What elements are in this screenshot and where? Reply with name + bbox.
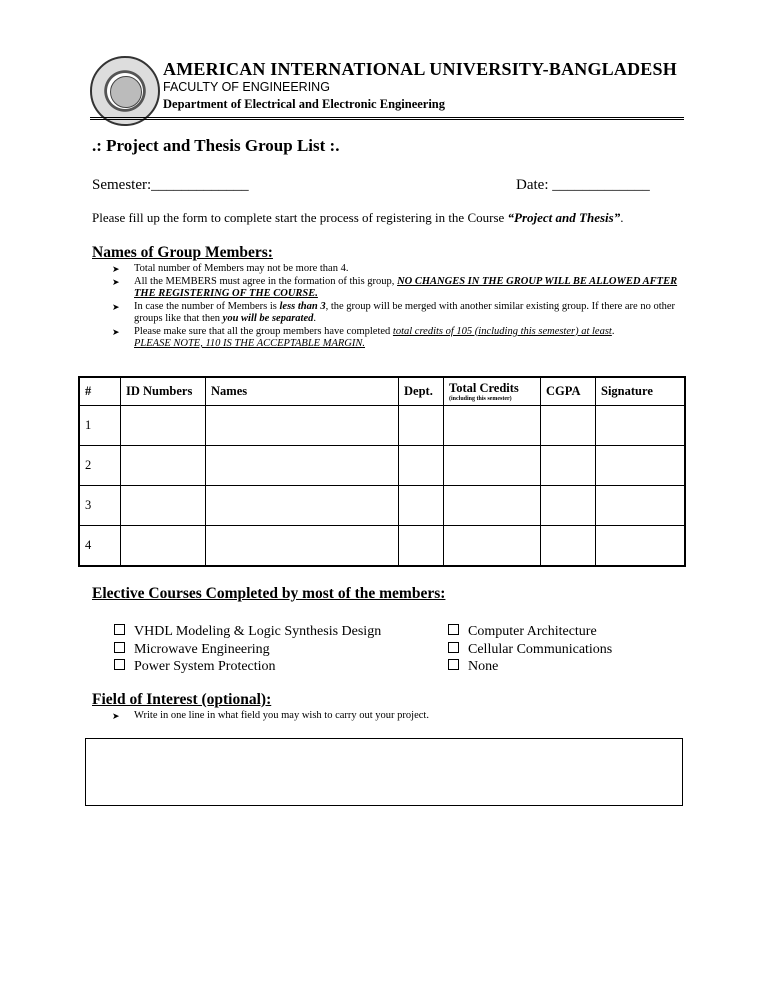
signature-cell[interactable]: [596, 406, 686, 446]
electives-heading: Elective Courses Completed by most of the members:: [92, 585, 446, 602]
electives-left-list: [114, 623, 381, 676]
table-row: [79, 406, 685, 446]
interest-note: [112, 710, 687, 723]
checkbox-icon[interactable]: [114, 659, 125, 670]
university-logo: [90, 56, 160, 126]
col-number: #: [79, 377, 121, 406]
checkbox-icon[interactable]: [448, 642, 459, 653]
name-cell[interactable]: [206, 526, 399, 567]
table-header-row: [79, 377, 685, 406]
date-field[interactable]: Date: _____________: [516, 177, 650, 193]
elective-option[interactable]: Computer Architecture: [448, 623, 612, 641]
arrow-icon: ➤: [112, 326, 120, 337]
credits-cell[interactable]: [444, 446, 541, 486]
rule-item: ➤ Write in one line in what field you may wish to carry out your project.: [112, 710, 429, 721]
members-table: [78, 376, 686, 567]
row-number: 4: [79, 526, 121, 567]
interest-input-box[interactable]: [85, 738, 683, 806]
cgpa-cell[interactable]: [541, 526, 596, 567]
col-signature: Signature: [596, 377, 686, 406]
id-cell[interactable]: [121, 446, 206, 486]
elective-option[interactable]: None: [448, 658, 612, 676]
members-rules: [112, 263, 687, 351]
table-row: [79, 526, 685, 567]
rule-item: ➤ All the MEMBERS must agree in the formation of this group, NO CHANGES IN THE GROUP WILL BE ALLOWED AFTER THE REGISTERING OF THE COURSE.: [112, 275, 678, 299]
table-row: [79, 486, 685, 526]
arrow-icon: ➤: [112, 276, 120, 287]
cgpa-cell[interactable]: [541, 406, 596, 446]
col-id-numbers: ID Numbers: [121, 377, 206, 406]
arrow-icon: ➤: [112, 301, 120, 312]
credits-cell[interactable]: [444, 406, 541, 446]
dept-cell[interactable]: [399, 406, 444, 446]
university-name: AMERICAN INTERNATIONAL UNIVERSITY-BANGLADESH: [163, 59, 677, 79]
table-row: [79, 446, 685, 486]
name-cell[interactable]: [206, 446, 399, 486]
col-names: Names: [206, 377, 399, 406]
signature-cell[interactable]: [596, 486, 686, 526]
checkbox-icon[interactable]: [114, 624, 125, 635]
faculty-name: FACULTY OF ENGINEERING: [163, 80, 330, 94]
electives-right-list: [448, 623, 612, 676]
signature-cell[interactable]: [596, 446, 686, 486]
id-cell[interactable]: [121, 486, 206, 526]
checkbox-icon[interactable]: [448, 624, 459, 635]
checkbox-icon[interactable]: [114, 642, 125, 653]
dept-cell[interactable]: [399, 486, 444, 526]
interest-heading: Field of Interest (optional):: [92, 691, 272, 708]
row-number: 1: [79, 406, 121, 446]
header-divider: [90, 117, 684, 120]
id-cell[interactable]: [121, 406, 206, 446]
row-number: 2: [79, 446, 121, 486]
cgpa-cell[interactable]: [541, 486, 596, 526]
elective-option[interactable]: VHDL Modeling & Logic Synthesis Design: [114, 623, 381, 641]
dept-cell[interactable]: [399, 526, 444, 567]
name-cell[interactable]: [206, 406, 399, 446]
col-cgpa: CGPA: [541, 377, 596, 406]
department-name: Department of Electrical and Electronic Engineering: [163, 97, 446, 111]
row-number: 3: [79, 486, 121, 526]
elective-option[interactable]: Microwave Engineering: [114, 641, 381, 659]
dept-cell[interactable]: [399, 446, 444, 486]
rule-item: ➤ Please make sure that all the group members have completed total credits of 105 (including this semester) at least. PLEASE NOTE, 110 IS THE ACCEPTABLE MARGIN.: [112, 325, 615, 349]
members-heading: Names of Group Members:: [92, 244, 273, 261]
instruction-text: Please fill up the form to complete start the process of registering in the Course “Project and Thesis”.: [92, 210, 624, 225]
cgpa-cell[interactable]: [541, 446, 596, 486]
elective-option[interactable]: Cellular Communications: [448, 641, 612, 659]
col-total-credits: Total Credits (including this semester): [444, 377, 541, 406]
elective-option[interactable]: Power System Protection: [114, 658, 381, 676]
rule-item: ➤ In case the number of Members is less than 3, the group will be merged with another similar existing group. If there are no other groups like that then you will be separated.: [112, 300, 676, 324]
name-cell[interactable]: [206, 486, 399, 526]
col-dept: Dept.: [399, 377, 444, 406]
signature-cell[interactable]: [596, 526, 686, 567]
arrow-icon: ➤: [112, 264, 120, 274]
id-cell[interactable]: [121, 526, 206, 567]
semester-field[interactable]: Semester:_____________: [92, 177, 249, 193]
checkbox-icon[interactable]: [448, 659, 459, 670]
credits-cell[interactable]: [444, 486, 541, 526]
arrow-icon: ➤: [112, 711, 120, 721]
rule-item: ➤ Total number of Members may not be more than 4.: [112, 263, 349, 274]
credits-cell[interactable]: [444, 526, 541, 567]
form-title: .: Project and Thesis Group List :.: [92, 136, 340, 155]
